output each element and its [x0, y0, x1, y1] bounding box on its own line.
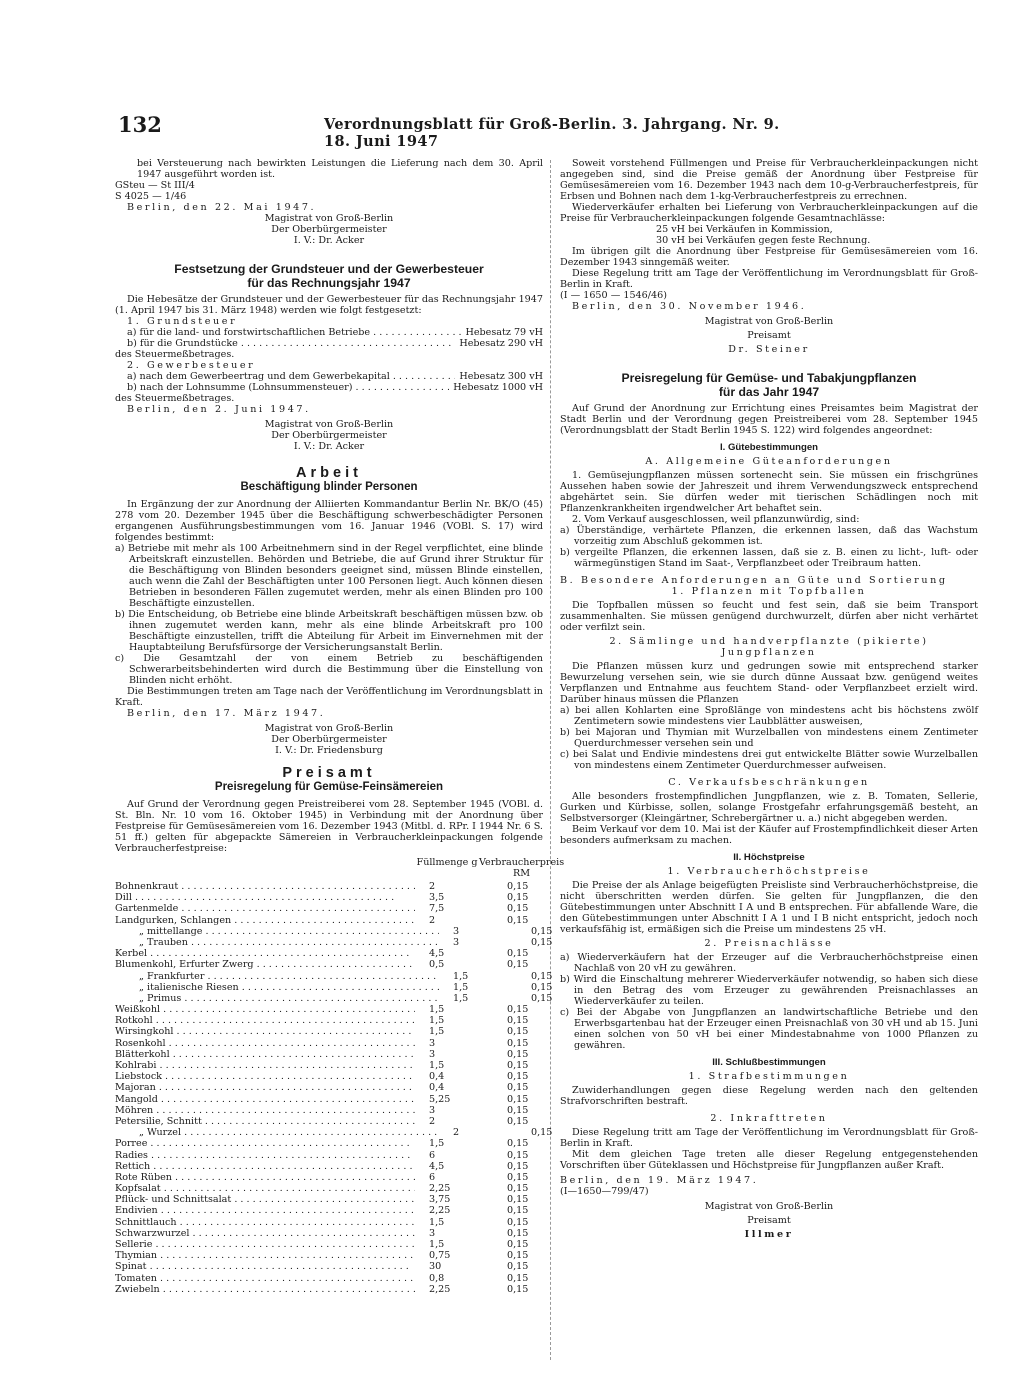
cont-p2: Wiederverkäufer erhalten bei Lieferung von Verbraucherkleinpackungen auf die Preise für Verbraucherkleinpackungen folgende Gesamtnachlässe: [560, 202, 978, 224]
price-row-fuellmenge: 30 [429, 1261, 442, 1273]
price-row-fuellmenge: 6 [429, 1171, 436, 1183]
price-row [115, 1217, 543, 1228]
price-row-preis: 0,15 [507, 1272, 529, 1284]
price-row-name: Zwiebeln . . . [115, 1284, 415, 1295]
price-row-fuellmenge: 2,25 [429, 1183, 451, 1195]
price-row-name: Spinat . . . [115, 1261, 415, 1272]
jung-B2t: Die Pflanzen müssen kurz und gedrungen sowie mit entsprechend starker Bewurzelung versehen sein, wie sie durch dünne Aussaat bzw. genügend weites Verpflanzen und Entnahme aus feuchtem Stand- oder Verpflanzbeet erzielt wird. Darüber hinaus müssen die Pflanzen [560, 661, 978, 705]
price-row [115, 1082, 543, 1093]
jung-II2: 2. Preisnachlässe [704, 938, 834, 949]
price-row [115, 1038, 543, 1049]
price-row [115, 1161, 543, 1172]
price-row-preis: 0,15 [507, 1060, 529, 1071]
price-row-name: Endivien . . . [115, 1205, 415, 1216]
price-row [115, 903, 543, 914]
intro-ref2: S 4025 — 1/46 [115, 191, 187, 202]
price-row-name: Liebstock . . . [115, 1071, 415, 1082]
intro-sig2: Der Oberbürgermeister [271, 224, 387, 235]
arbeit-date: Berlin, den 17. März 1947. [127, 708, 326, 719]
price-row-preis: 0,15 [507, 1037, 529, 1049]
price-row-fuellmenge: 7,5 [429, 903, 445, 915]
price-row-preis: 0,15 [507, 1239, 529, 1250]
price-row-preis: 0,15 [507, 959, 529, 971]
arbeit-heading: Arbeit [296, 465, 362, 481]
price-row-preis: 0,15 [507, 1015, 529, 1027]
preisamt-text: Auf Grund der Verordnung gegen Preistreiberei vom 28. September 1945 (VOBl. d. St. Bln. Nr. 10 vom 16. Oktober 1945) in Verbindung mit der Anordnung über Festpreise für Gemüsesämereien vom 16. Dezember 1943 (Mitbl. d. RPr. I 1944 Nr. 6 S. 51 ff.) gelten für abgepackte Sämereien in Verbraucherkleinpackungen folgende Verbraucherfestpreise: [115, 799, 543, 854]
price-row [115, 925, 553, 937]
price-row-preis: 0,15 [507, 948, 529, 960]
price-row-fuellmenge: 1,5 [453, 992, 469, 1004]
price-row-fuellmenge: 2 [453, 1127, 460, 1139]
jung-III2: 2. Inkrafttreten [710, 1113, 828, 1124]
col-verbraucherpreis: Verbraucherpreis RM [479, 857, 565, 879]
price-row-preis: 0,15 [507, 1149, 529, 1161]
arbeit-sig2: Der Oberbürgermeister [271, 734, 387, 745]
price-row [115, 970, 553, 982]
price-row-fuellmenge: 3 [453, 925, 460, 937]
price-row [115, 1060, 543, 1071]
price-row-preis: 0,15 [507, 1138, 529, 1150]
price-row [115, 1194, 543, 1205]
jung-III1: 1. Strafbestimmungen [688, 1071, 850, 1082]
price-row-fuellmenge: 4,5 [429, 948, 445, 960]
steuer-row-d: b) nach der Lohnsumme (Lohnsummensteuer) . . . Hebesatz 1000 vH [115, 382, 543, 393]
price-row-name: Landgurken, Schlangen . . . [115, 915, 415, 926]
jung-sig1: Magistrat von Groß-Berlin [704, 1201, 834, 1212]
steuer-date: Berlin, den 2. Juni 1947. [127, 404, 311, 415]
price-row-name: Möhren . . . [115, 1105, 415, 1116]
jung-sig2: Preisamt [747, 1215, 791, 1226]
arbeit-final: Die Bestimmungen treten am Tage nach der Veröffentlichung im Verordnungsblatt in Kraft. [115, 686, 543, 708]
price-row-fuellmenge: 3,75 [429, 1194, 451, 1206]
steuer-s2: 2. Gewerbesteuer [127, 360, 256, 371]
price-row-name: Bohnenkraut . . . [115, 881, 415, 892]
price-row-preis: 0,15 [507, 914, 529, 926]
steuer-s1: 1. Grundsteuer [127, 316, 238, 327]
price-row-name: Petersilie, Schnitt . . . [115, 1116, 415, 1127]
price-row-name: Schnittlauch . . . [115, 1217, 415, 1228]
cont-sig1: Magistrat von Groß-Berlin [704, 316, 834, 327]
price-row [115, 1116, 543, 1127]
steuer-sig3: I. V.: Dr. Acker [293, 441, 365, 452]
price-row-fuellmenge: 3,5 [429, 892, 445, 904]
price-row-fuellmenge: 1,5 [429, 1239, 445, 1250]
intro-ref1: GSteu — St III/4 [115, 180, 195, 191]
jung-B1: 1. Pflanzen mit Topfballen [671, 586, 867, 597]
price-row-fuellmenge: 5,25 [429, 1093, 451, 1105]
price-row [115, 1026, 543, 1037]
price-row [115, 892, 543, 903]
price-row-preis: 0,15 [507, 1216, 529, 1228]
price-row [115, 1127, 553, 1139]
jung-B2c: c) bei Salat und Endivie mindestens drei gut entwickelte Blätter sowie Wurzelballen von mindestens einem Zentimeter Querdurchmesser aufweisen. [560, 749, 978, 771]
price-row-fuellmenge: 2 [429, 1115, 436, 1127]
price-row [115, 1284, 543, 1295]
price-row-fuellmenge: 2,25 [429, 1283, 451, 1295]
steuer-sig2: Der Oberbürgermeister [271, 430, 387, 441]
price-row-preis: 0,15 [531, 925, 553, 937]
jung-intro: Auf Grund der Anordnung zur Errichtung eines Preisamtes beim Magistrat der Stadt Berlin und der Verordnung gegen Preistreiberei vom 28. September 1945 (Verordnungsblatt der Stadt Berlin 1945 S. 122) wird folgendes angeordnet: [560, 403, 978, 436]
cont-p3: Im übrigen gilt die Anordnung über Festpreise für Gemüsesämereien vom 16. Dezember 1943 sinngemäß weiter. [560, 246, 978, 268]
price-row-name: „ Trauben . . . [115, 937, 439, 948]
price-row-preis: 0,15 [507, 903, 529, 915]
price-row-preis: 0,15 [507, 1183, 529, 1195]
jung-II: II. Höchstpreise [733, 852, 805, 863]
jung-B1t: Die Topfballen müssen so feucht und fest sein, daß sie beim Transport zusammenhalten. Sie müssen genügend durchwurzelt, dürfen aber nicht verhärtet oder verfilzt sein. [560, 600, 978, 633]
price-row-preis: 0,15 [507, 1093, 529, 1105]
jung-A1: 1. Gemüsejungpflanzen müssen sortenecht sein. Sie müssen ein frischgrünes Aussehen haben sowie der Jahreszeit und ihrem Verwendungszweck entsprechend abgehärtet sein. Sie dürfen weder mit tierischen Schädlingen noch mit Pflanzenkrankheiten irgendwelcher Art behaftet sein. [560, 470, 978, 514]
jung-III2t2: Mit dem gleichen Tage treten alle dieser Regelung entgegenstehenden Vorschriften über Güteklassen und Höchstpreise für Jungpflanzen außer Kraft. [560, 1149, 978, 1171]
price-row-name: Pflück- und Schnittsalat . . . [115, 1194, 415, 1205]
arbeit-c: c) Die Gesamtzahl der von einem Betrieb zu beschäftigenden Schwerarbeitsbehinderten wird durch die Bestimmung über die Einstellung von Blinden nicht erhöht. [115, 653, 543, 686]
price-row-name: Kohlrabi . . . [115, 1060, 415, 1071]
jung-A2b: b) vergeilte Pflanzen, die erkennen lassen, daß sie z. B. einen zu licht-, luft- oder wärmegünstigen Stand im Saat-, Verpflanzbeet oder Treibraum hatten. [560, 547, 978, 569]
page-number: 132 [118, 112, 162, 137]
price-row-name: Dill . . . [115, 892, 415, 903]
price-row-fuellmenge: 3 [453, 936, 460, 948]
price-row-preis: 0,15 [507, 1205, 529, 1217]
price-row-fuellmenge: 0,4 [429, 1082, 445, 1094]
cont-p1: Soweit vorstehend Füllmengen und Preise für Verbraucherkleinpackungen nicht angegeben sind, sind die Preise gemäß der Anordnung über Festpreise für Gemüsesämereien vom 16. Dezember 1943 nach dem 10-g-Verbraucherfestpreis, für Erbsen und Bohnen nach dem 1-kg-Verbraucherfestpreis zu errechnen. [560, 158, 978, 202]
price-row-name: „ mittellange . . . [115, 926, 439, 937]
col-fuellmenge: Füllmenge g [416, 857, 478, 868]
price-row-fuellmenge: 2 [429, 914, 436, 926]
price-row-fuellmenge: 1,5 [429, 1216, 445, 1228]
intro-date: Berlin, den 22. Mai 1947. [127, 202, 317, 213]
jung-title1: Preisregelung für Gemüse- und Tabakjungpflanzen [621, 371, 917, 385]
price-table-header [115, 857, 565, 879]
price-row-preis: 0,15 [507, 1104, 529, 1116]
jung-A2: 2. Vom Verkauf ausgeschlossen, weil pflanzunwürdig, sind: [572, 514, 860, 525]
jung-date: Berlin, den 19. März 1947. [560, 1175, 759, 1186]
price-row-name: Blätterkohl . . . [115, 1049, 415, 1060]
jung-C: C. Verkaufsbeschränkungen [668, 777, 870, 788]
price-row [115, 1261, 543, 1272]
price-row-name: Kerbel . . . [115, 948, 415, 959]
price-row [115, 1228, 543, 1239]
steuer-title2: für das Rechnungsjahr 1947 [247, 276, 411, 290]
steuer-text: Die Hebesätze der Grundsteuer und der Gewerbesteuer für das Rechnungsjahr 1947 (1. April 1947 bis 31. März 1948) werden wie folgt festgesetzt: [115, 294, 543, 316]
arbeit-sig3: I. V.: Dr. Friedensburg [275, 745, 383, 756]
cont-sig2: Preisamt [747, 330, 791, 341]
price-row [115, 936, 553, 948]
price-table [115, 881, 553, 1295]
cont-n2: 30 vH bei Verkäufen gegen feste Rechnung. [656, 235, 871, 246]
price-row-preis: 0,15 [507, 1283, 529, 1295]
price-row-preis: 0,15 [507, 1071, 529, 1083]
steuer-row-a: a) für die land- und forstwirtschaftlichen Betriebe . . . Hebesatz 79 vH [115, 327, 543, 338]
price-row-name: Schwarzwurzel . . . [115, 1228, 415, 1239]
cont-ref: (I — 1650 — 1546/46) [560, 290, 667, 301]
price-row-name: Weißkohl . . . [115, 1004, 415, 1015]
jung-II1t: Die Preise der als Anlage beigefügten Preisliste sind Verbraucherhöchstpreise, die nicht überschritten werden dürfen. Sie gelten für Jungpflanzen, die den Gütebestimmungen unter Abschnitt I A und B entsprechen. Für abfallende Ware, die den Gütebestimmungen unter Abschnitt I A 1 und I B nicht entspricht, jedoch noch verkaufsfähig ist, ermäßigen sich die Preise um mindestens 25 vH. [560, 880, 978, 935]
price-row-preis: 0,15 [507, 1004, 529, 1016]
price-row-fuellmenge: 0,75 [429, 1250, 451, 1262]
price-row-preis: 0,15 [507, 1250, 529, 1262]
price-row [115, 948, 543, 959]
price-row [115, 959, 543, 970]
price-row-name: Thymian . . . [115, 1250, 415, 1261]
jung-B2b: b) bei Majoran und Thymian mit Wurzelballen von mindestens einem Zentimeter Querdurchmesser versehen sein und [560, 727, 978, 749]
price-row [115, 981, 553, 993]
price-row-name: Gartenmelde . . . [115, 903, 415, 914]
jung-ref: (I—1650—799/47) [560, 1186, 649, 1197]
price-row [115, 1071, 543, 1082]
preisamt-heading: Preisamt [282, 765, 376, 781]
preisamt-title: Preisregelung für Gemüse-Feinsämereien [214, 781, 444, 793]
price-row-name: „ Frankfurter . . . [115, 971, 439, 982]
jung-II1: 1. Verbraucherhöchstpreise [667, 866, 871, 877]
price-row-name: Mangold . . . [115, 1094, 415, 1105]
price-row-name: Wirsingkohl . . . [115, 1026, 415, 1037]
price-row-fuellmenge: 0,8 [429, 1272, 445, 1284]
price-row-preis: 0,15 [507, 1227, 529, 1239]
price-row-fuellmenge: 1,5 [429, 1004, 445, 1016]
price-row-name: Radies . . . [115, 1150, 415, 1161]
price-row-name: Porree . . . [115, 1138, 415, 1149]
price-row-name: „ italienische Riesen . . . [115, 982, 439, 993]
jung-B: B. Besondere Anforderungen an Güte und Sortierung [560, 575, 948, 586]
price-row [115, 1172, 543, 1183]
price-row-fuellmenge: 2,25 [429, 1205, 451, 1217]
steuer-row-b: b) für die Grundstücke . . . Hebesatz 290 vH [115, 338, 543, 349]
price-row-name: „ Primus . . . [115, 993, 439, 1004]
price-row-preis: 0,15 [531, 981, 553, 993]
cont-sig3: Dr. Steiner [728, 344, 810, 355]
price-row-name: Rote Rüben . . . [115, 1172, 415, 1183]
price-row [115, 1183, 543, 1194]
jung-III1t: Zuwiderhandlungen gegen diese Regelung werden nach den geltenden Strafvorschriften bestraft. [560, 1085, 978, 1107]
price-row-fuellmenge: 1,5 [453, 970, 469, 982]
intro-sig3: I. V.: Dr. Acker [293, 235, 365, 246]
price-row [115, 1273, 543, 1284]
price-row-name: Tomaten . . . [115, 1273, 415, 1284]
arbeit-title: Beschäftigung blinder Personen [240, 481, 418, 493]
price-row-fuellmenge: 4,5 [429, 1160, 445, 1172]
price-row-fuellmenge: 0,4 [429, 1071, 445, 1083]
price-row [115, 1250, 543, 1261]
price-row-name: Rettich . . . [115, 1161, 415, 1172]
price-row-name: „ Wurzel . . . [115, 1127, 439, 1138]
jung-B2: 2. Sämlinge und handverpflanzte (pikierte) Jungpflanzen [609, 636, 929, 658]
price-row-preis: 0,15 [507, 1115, 529, 1127]
price-row [115, 1138, 543, 1149]
price-row-fuellmenge: 3 [429, 1048, 436, 1060]
price-row-preis: 0,15 [531, 936, 553, 948]
price-row-preis: 0,15 [507, 1194, 529, 1206]
running-title: Verordnungsblatt für Groß-Berlin. 3. Jahrgang. Nr. 9. 18. Juni 1947 [324, 116, 780, 150]
price-row-name: Kopfsalat . . . [115, 1183, 415, 1194]
arbeit-b: b) Die Entscheidung, ob Betriebe eine blinde Arbeitskraft beschäftigen müssen bzw. ob ihnen zugemutet werden kann, mehr als eine blinde Arbeitskraft pro 100 Beschäftigte einzustellen, trifft die Abteilung für Arbeit im Einvernehmen mit der Hauptabteilung Berufsfürsorge der Versicherungsanstalt Berlin. [115, 609, 543, 653]
price-row-preis: 0,15 [507, 1048, 529, 1060]
price-row-preis: 0,15 [531, 1127, 553, 1139]
cont-date: Berlin, den 30. November 1946. [572, 301, 807, 312]
price-row-fuellmenge: 1,5 [453, 981, 469, 993]
price-row-fuellmenge: 1,5 [429, 1060, 445, 1071]
jung-II2c: c) Bei der Abgabe von Jungpflanzen an landwirtschaftliche Betriebe und den Erwerbsgartenbau hat der Erzeuger einen Preisnachlaß von 30 vH und ab 15. Juni einen solchen von 50 vH bei einer Mindestabnahme von 1000 Pflanzen zu gewähren. [560, 1007, 978, 1051]
intro-text: bei Versteuerung nach bewirkten Leistungen die Lieferung nach dem 30. April 1947 ausgeführt worden ist. [137, 158, 543, 180]
price-row-fuellmenge: 2 [429, 881, 436, 892]
jung-I: I. Gütebestimmungen [719, 442, 819, 453]
arbeit-text: In Ergänzung der zur Anordnung der Alliierten Kommandantur Berlin Nr. BK/O (45) 278 vom 20. Dezember 1945 über die Beschäftigung schwerbeschädigter Personen ergangenen Ausführungsbestimmungen vom 16. Januar 1946 (VOBl. S. 17) wird folgendes bestimmt: [115, 499, 543, 543]
intro-sig1: Magistrat von Groß-Berlin [264, 213, 394, 224]
jung-Ct: Alle besonders frostempfindlichen Jungpflanzen, wie z. B. Tomaten, Sellerie, Gurken und Kürbisse, sollen, solange Frostgefahr erfahrungsgemäß besteht, an Selbstversorger (Kleingärtner, Schrebergärtner u. a.) nicht abgegeben werden. [560, 791, 978, 824]
steuer-title1: Festsetzung der Grundsteuer und der Gewerbesteuer [174, 262, 484, 276]
steuer-d-tail: des Steuermeßbetrages. [115, 393, 235, 404]
price-row-preis: 0,15 [507, 881, 529, 892]
jung-sig3: Illmer [744, 1229, 794, 1240]
price-row-fuellmenge: 1,5 [429, 1138, 445, 1150]
cont-n1: 25 vH bei Verkäufen in Kommission, [656, 224, 833, 235]
price-row-preis: 0,15 [507, 1082, 529, 1094]
price-row-fuellmenge: 1,5 [429, 1026, 445, 1038]
arbeit-sig1: Magistrat von Groß-Berlin [264, 723, 394, 734]
price-row [115, 1105, 543, 1116]
jung-III2t: Diese Regelung tritt am Tage der Veröffentlichung im Verordnungsblatt für Groß-Berlin in Kraft. [560, 1127, 978, 1149]
price-row-name: Rotkohl . . . [115, 1015, 415, 1026]
price-row-preis: 0,15 [507, 892, 529, 904]
jung-III: III. Schlußbestimmungen [712, 1057, 826, 1068]
steuer-row-c: a) nach dem Gewerbeertrag und dem Gewerbekapital . . . Hebesatz 300 vH [115, 371, 543, 382]
jung-Ct2: Beim Verkauf vor dem 10. Mai ist der Käufer auf Frostempfindlichkeit dieser Arten besonders aufmerksam zu machen. [560, 824, 978, 846]
jung-title2: für das Jahr 1947 [718, 385, 820, 399]
price-row-fuellmenge: 6 [429, 1149, 436, 1161]
cont-p4: Diese Regelung tritt am Tage der Veröffentlichung im Verordnungsblatt für Groß-Berlin in Kraft. [560, 268, 978, 290]
price-row [115, 1015, 543, 1026]
price-row-preis: 0,15 [507, 1261, 529, 1273]
price-row-fuellmenge: 0,5 [429, 959, 445, 971]
price-row-preis: 0,15 [531, 992, 553, 1004]
jung-B2a: a) bei allen Kohlarten eine Sproßlänge von mindestens acht bis höchstens zwölf Zentimetern sowie mindestens vier Laubblätter ausweisen, [560, 705, 978, 727]
steuer-b-tail: des Steuermeßbetrages. [115, 349, 235, 360]
price-row-preis: 0,15 [507, 1026, 529, 1038]
price-row-name: Blumenkohl, Erfurter Zwerg . . . [115, 959, 415, 970]
price-row-fuellmenge: 3 [429, 1104, 436, 1116]
jung-II2a: a) Wiederverkäufern hat der Erzeuger auf die Verbraucherhöchstpreise einen Nachlaß von 20 vH zu gewähren. [560, 952, 978, 974]
steuer-sig1: Magistrat von Groß-Berlin [264, 419, 394, 430]
price-row [115, 1094, 543, 1105]
jung-A: A. Allgemeine Güteanforderungen [645, 456, 893, 467]
page-header [118, 112, 798, 150]
price-row-preis: 0,15 [507, 1160, 529, 1172]
price-row-fuellmenge: 1,5 [429, 1015, 445, 1027]
column-divider [550, 160, 552, 1360]
price-row [115, 1239, 543, 1250]
price-row [115, 881, 543, 892]
right-column [560, 158, 978, 1240]
price-row-fuellmenge: 3 [429, 1037, 436, 1049]
price-row-name: Majoran . . . [115, 1082, 415, 1093]
jung-II2b: b) Wird die Einschaltung mehrerer Wiederverkäufer notwendig, so haben sich diese in den Betrag des vom Erzeuger zu gewährenden Preisnachlasses an Wiederverkäufer zu teilen. [560, 974, 978, 1007]
price-row-preis: 0,15 [531, 970, 553, 982]
price-row [115, 1049, 543, 1060]
price-row [115, 1205, 543, 1216]
price-row [115, 915, 543, 926]
jung-A2a: a) Überständige, verhärtete Pflanzen, die erkennen lassen, daß das Wachstum vorzeitig zum Abschluß gekommen ist. [560, 525, 978, 547]
price-row [115, 1150, 543, 1161]
price-row-name: Rosenkohl . . . [115, 1038, 415, 1049]
price-row-preis: 0,15 [507, 1171, 529, 1183]
price-row [115, 992, 553, 1004]
price-row-name: Sellerie . . . [115, 1239, 415, 1250]
price-row [115, 1004, 543, 1015]
price-row-fuellmenge: 3 [429, 1227, 436, 1239]
left-column [115, 158, 565, 1295]
arbeit-a: a) Betriebe mit mehr als 100 Arbeitnehmern sind in der Regel verpflichtet, eine blinde Arbeitskraft einzustellen. Behörden und Betriebe, die auf Grund ihrer Struktur für die Beschäftigung von Blinden besonders geeignet sind, müssen Blinde einstellen, auch wenn die Zahl der Beschäftigten unter 100 Personen liegt. Auch können diesen Betrieben in besonderen Fällen zugemutet werden, mehr als einen Blinden pro 100 Beschäftigte einzustellen. [115, 543, 543, 609]
